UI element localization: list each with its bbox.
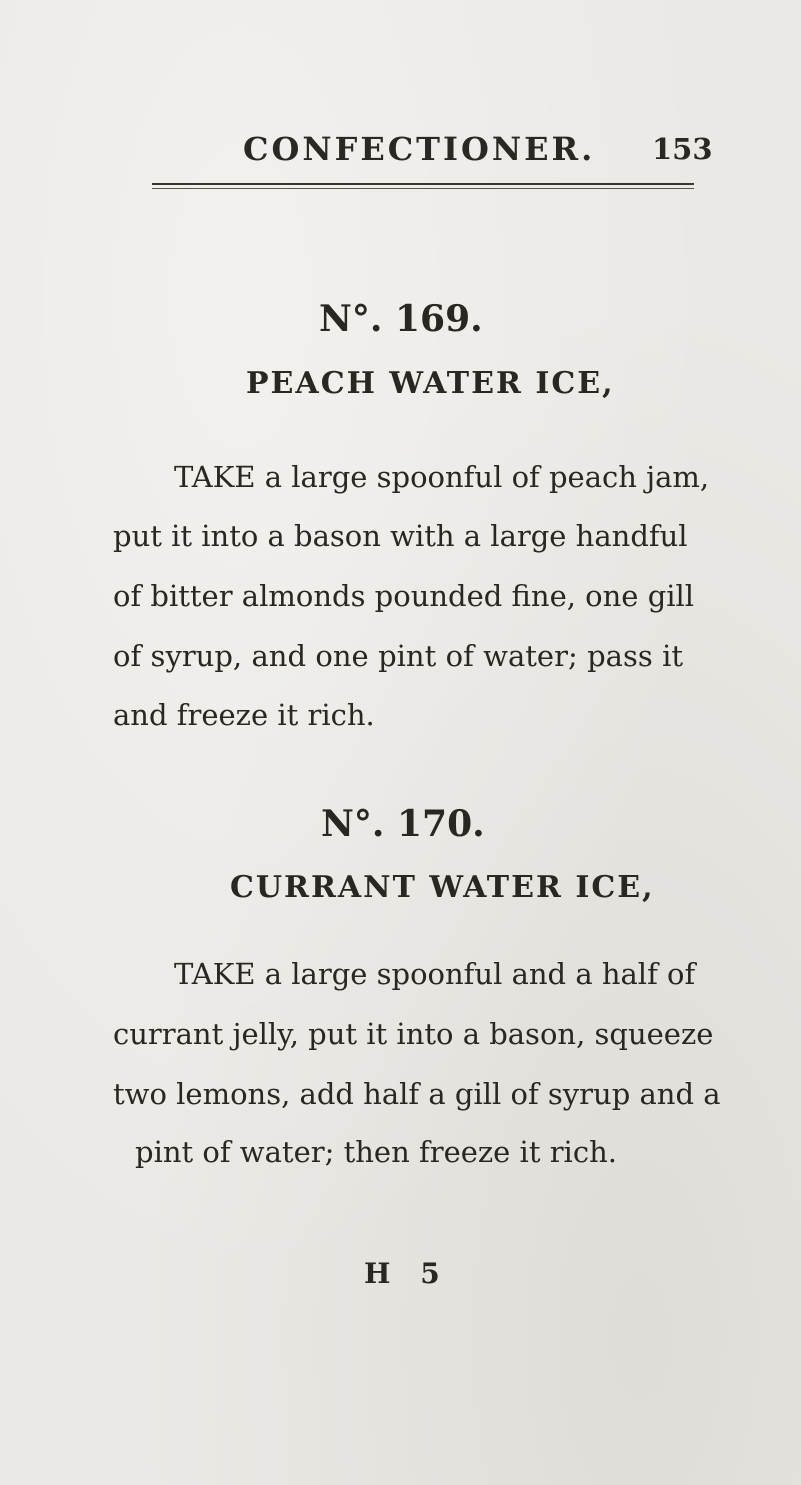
page-header [0,130,801,176]
header-rule [152,183,694,189]
recipe-number-170: N°. 170. [321,803,485,845]
recipe-169-line-1: TAKE a large spoonful of peach jam, [174,460,710,494]
recipe-169-line-2: put it into a bason with a large handful [113,519,688,553]
recipe-170-line-1: TAKE a large spoonful and a half of [174,957,696,991]
recipe-169-line-3: of bitter almonds pounded fine, one gill [113,579,695,613]
signature-mark: H 5 [364,1257,450,1290]
recipe-title-peach-water-ice: PEACH WATER ICE, [246,366,615,401]
recipe-169-line-5: and freeze it rich. [113,698,375,732]
page-number: 153 [652,132,713,166]
recipe-170-line-4: pint of water; then freeze it rich. [135,1135,617,1169]
recipe-title-currant-water-ice: CURRANT WATER ICE, [230,870,655,905]
recipe-169-line-4: of syrup, and one pint of water; pass it [113,639,683,673]
recipe-170-line-3: two lemons, add half a gill of syrup and a [113,1077,721,1111]
recipe-number-169: N°. 169. [319,298,483,340]
running-title: CONFECTIONER. [243,130,596,168]
recipe-170-line-2: currant jelly, put it into a bason, squeeze [113,1017,714,1051]
